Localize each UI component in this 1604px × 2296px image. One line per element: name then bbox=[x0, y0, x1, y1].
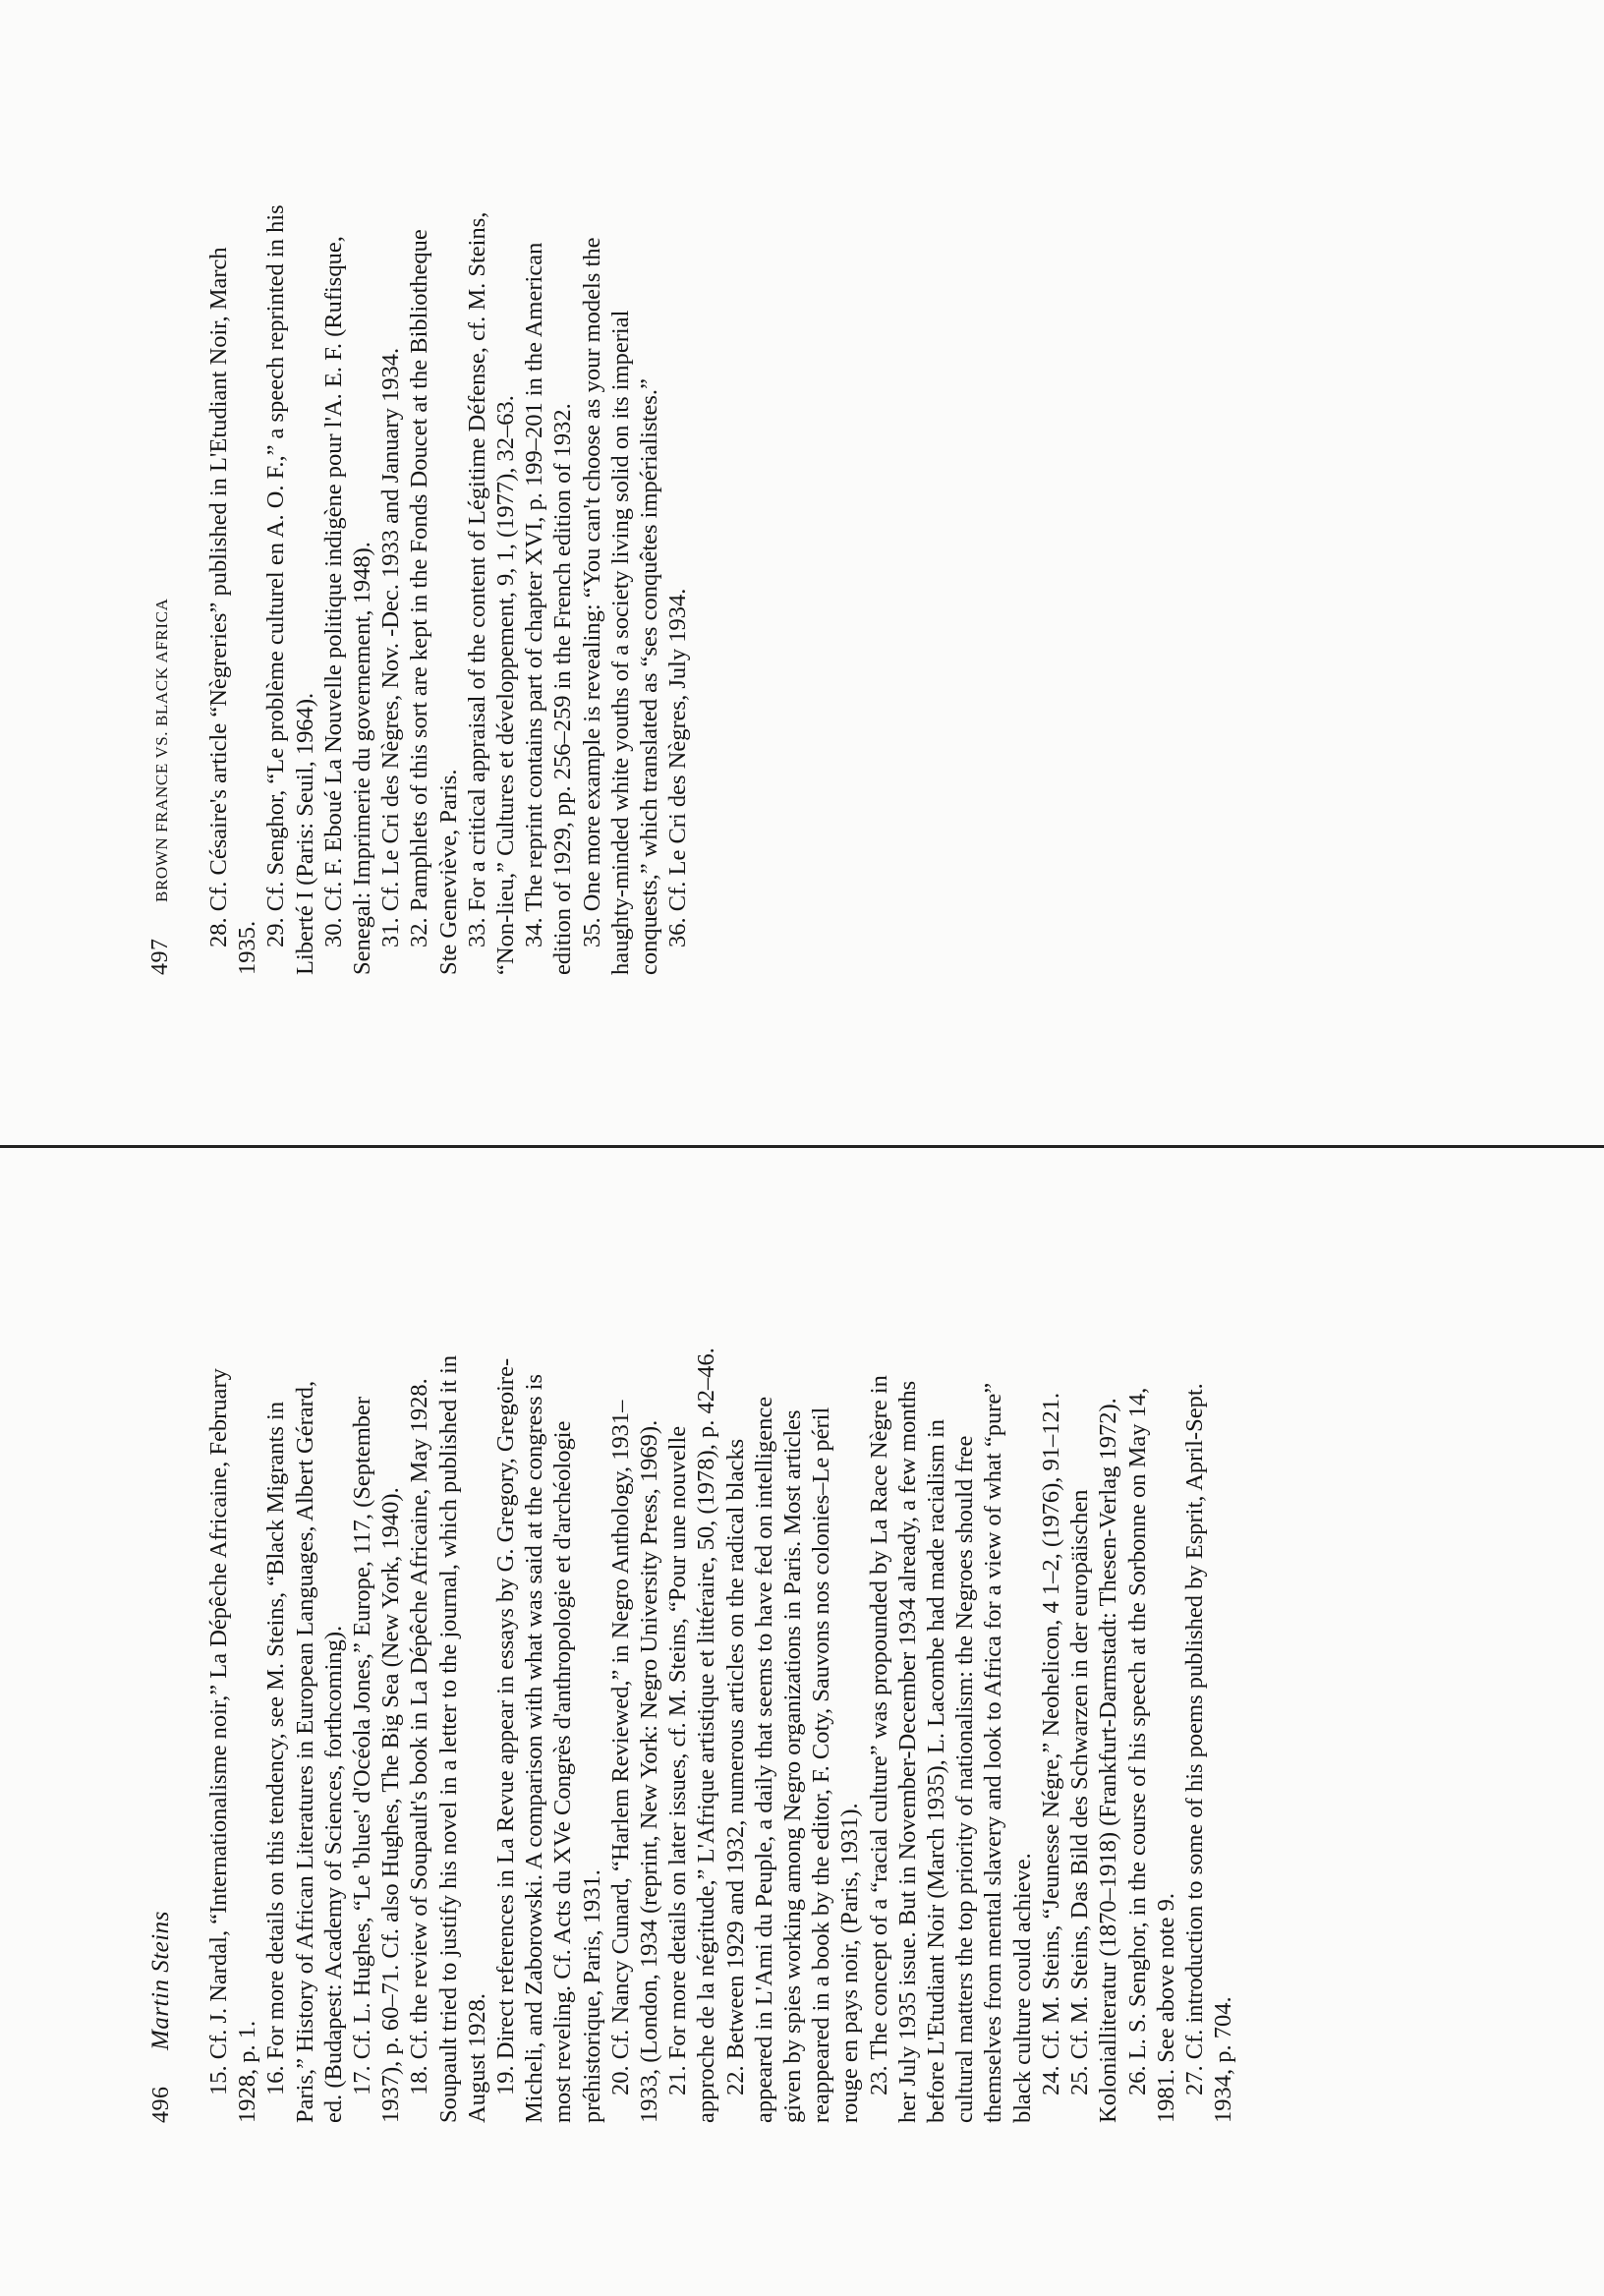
endnote-16: 16. For more details on this tendency, see M. Steins, “Black Migrants in Paris,” History of African Literatures in European Languages, Albert Gérard, ed. (Budapest: Academy of Sciences, forthcoming). bbox=[262, 1380, 347, 2123]
endnote-31: 31. Cf. Le Cri des Nègres, Nov. -Dec. 1933 and January 1934. bbox=[377, 347, 405, 947]
running-head-left bbox=[147, 1911, 175, 2123]
endnote-36: 36. Cf. Le Cri des Nègres, July 1934. bbox=[664, 588, 692, 947]
endnote-30: 30. Cf. F. Eboué La Nouvelle politique indigène pour l'A. E. F. (Rufisque, Senegal: Imprimerie du governement, 1948). bbox=[319, 236, 376, 975]
endnotes-left bbox=[204, 1347, 1237, 2123]
endnote-28: 28. Cf. Césaire's article “Nègreries” published in L'Etudiant Noir, March 1935. bbox=[205, 247, 261, 975]
endnote-25: 25. Cf. M. Steins, Das Bild des Schwarzen in der europäischen Kolonialliteratur (1870–1918) (Frankfurt-Darmstadt: Thesen-Verlag 1972). bbox=[1066, 1398, 1122, 2123]
endnote-35: 35. One more example is revealing: “You can't choose as your models the haughty-minded white youths of a society living solid on its imperial conquests,” which translated as “ses conquêtes impérialistes.” bbox=[578, 237, 663, 975]
endnote-20: 20. Cf. Nancy Cunard, “Harlem Reviewed,” in Negro Anthology, 1931–1933, (London, 1934 (reprint, New York: Negro University Press, 1969). bbox=[606, 1400, 663, 2123]
page-number-right: 497 bbox=[147, 938, 173, 975]
endnotes-right bbox=[204, 199, 692, 975]
endnote-27: 27. Cf. introduction to some of his poems published by Esprit, April-Sept. 1934, p. 704. bbox=[1180, 1383, 1237, 2123]
running-title-left: Martin Steins bbox=[147, 1911, 174, 2050]
running-title-right: BROWN FRANCE VS. BLACK AFRICA bbox=[152, 598, 171, 902]
endnote-29: 29. Cf. Senghor, “Le problème culturel en A. O. F.,” a speech reprinted in his Liberté I (Paris: Seuil, 1964). bbox=[262, 204, 318, 975]
endnote-18: 18. Cf. the review of Soupault's book in La Dépêche Africaine, May 1928. Soupault tried to justify his novel in a letter to the journal, which published it in August 1928. bbox=[406, 1354, 490, 2123]
running-head-right bbox=[147, 599, 174, 975]
endnote-32: 32. Pamphlets of this sort are kept in the Fonds Doucet at the Bibliotheque Ste Geneviève, Paris. bbox=[406, 229, 462, 975]
endnote-21: 21. For more details on later issues, cf. M. Steins, “Pour une nouvelle approche de la négritude,” L'Afrique artistique et littéraire, 50, (1978), p. 42–46. bbox=[664, 1348, 720, 2123]
endnote-17: 17. Cf. L. Hughes, “Le 'blues' d'Océola Jones,” Europe, 117, (September 1937), p. 60–71. Cf. also Hughes, The Big Sea (New York, 1940). bbox=[349, 1396, 405, 2123]
page-number-left: 496 bbox=[148, 2086, 174, 2123]
endnote-26: 26. L. S. Senghor, in the course of his speech at the Sorbonne on May 14, 1981. See above note 9. bbox=[1123, 1387, 1179, 2123]
endnote-33: 33. For a critical appraisal of the content of Légitime Défense, cf. M. Steins, “Non-lieu,” Cultures et développement, 9, 1, (1977), 32–63. bbox=[463, 211, 520, 975]
endnote-15: 15. Cf. J. Nardal, “Internationalisme noir,” La Dépêche Africaine, February 1928, p. 1. bbox=[205, 1368, 261, 2123]
endnote-23: 23. The concept of a “racial culture” was propounded by La Race Nègre in her July 1935 issue. But in November-December 1934 already, a few months before L'Etudiant Noir (March 1935), L. Lacombe had made racialism in cultural matters the top priority of nationalism: the Negroes should free themselves from mental slavery and look to Africa for a view of what “pure” black culture could achieve. bbox=[865, 1375, 1036, 2123]
left-page bbox=[0, 1148, 1604, 2296]
endnote-34: 34. The reprint contains part of chapter XVI, p. 199–201 in the American edition of 1929, pp. 256–259 in the French edition of 1932. bbox=[521, 242, 577, 975]
endnote-19: 19. Direct references in La Revue appear in essays by G. Gregory, Gregoire-Micheli, and Zaborowski. A comparison with what was said at the congress is most reveling. Cf. Acts du XVe Congrès d'anthropologie et d'archéologie préhistorique, Paris, 1931. bbox=[492, 1357, 605, 2123]
endnote-22: 22. Between 1929 and 1932, numerous articles on the radical blacks appeared in L'Ami du Peuple, a daily that seems to have fed on intelligence given by spies working among Negro organizations in Paris. Most articles reappeared in a book by the editor, F. Coty, Sauvons nos colonies–Le péril rouge en pays noir, (Paris, 1931). bbox=[721, 1396, 864, 2123]
endnote-24: 24. Cf. M. Steins, “Jeunesse Négre,” Neohelicon, 4 1–2, (1976), 91–121. bbox=[1037, 1392, 1064, 2095]
